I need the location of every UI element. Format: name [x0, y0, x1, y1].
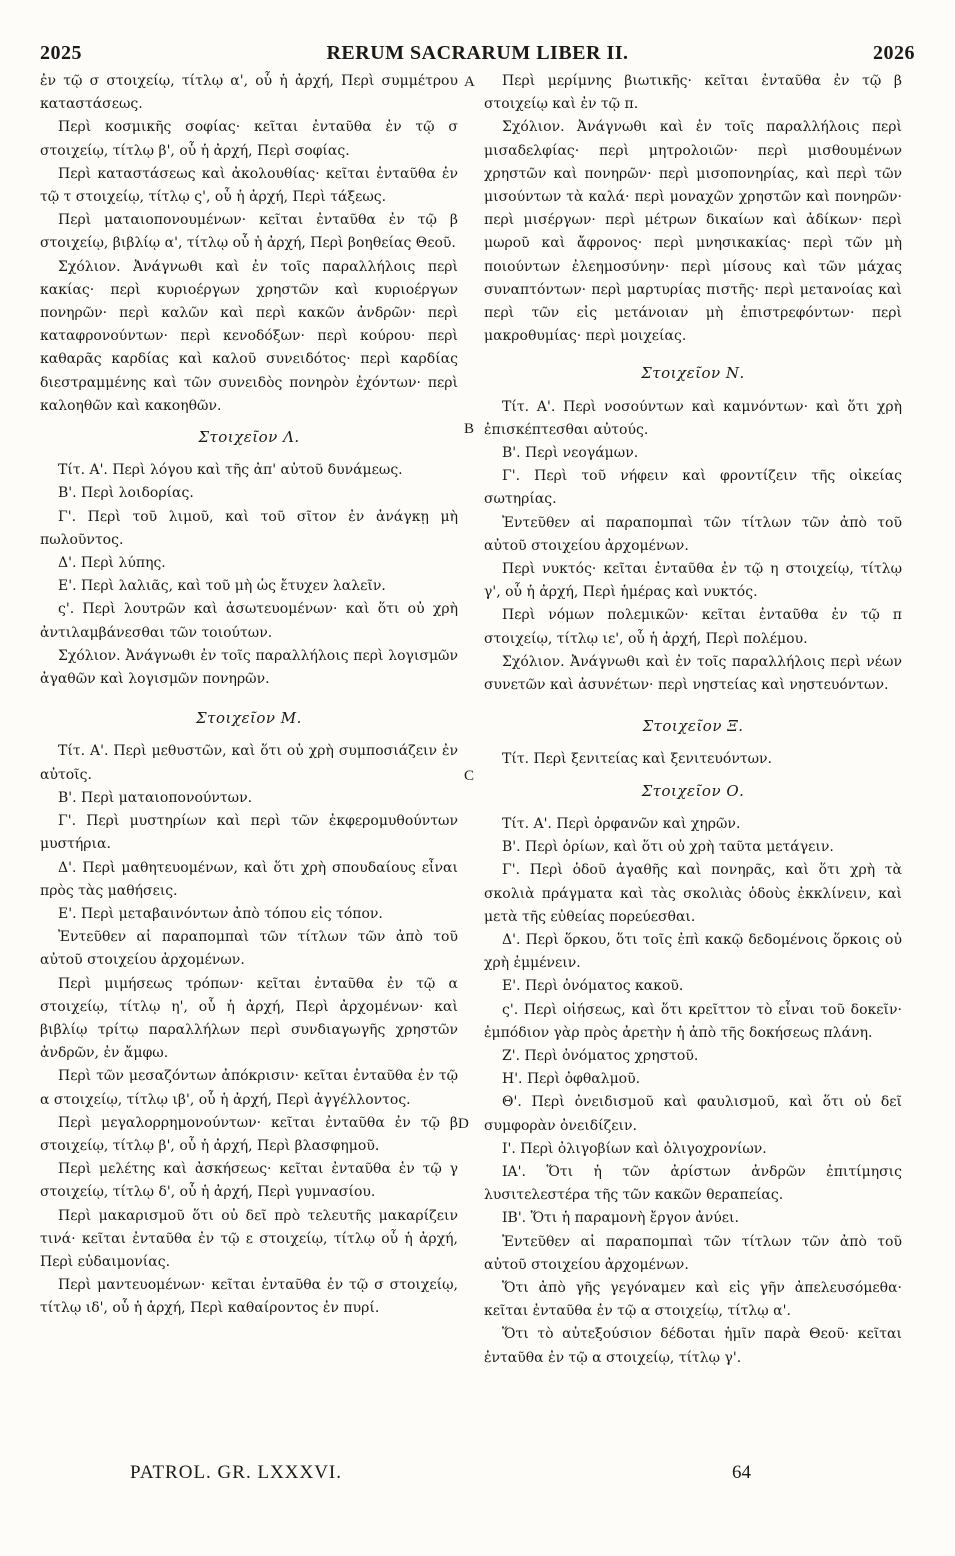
paragraph: Περὶ νυκτός· κεῖται ἐνταῦθα ἐν τῷ η στοιχείῳ, τίτλῳ γ', οὗ ἡ ἀρχή, Περὶ ἡμέρας καὶ νυκτός. — [484, 561, 902, 601]
left-column — [40, 70, 458, 1321]
title-entry: Η'. Περὶ ὀφθαλμοῦ. — [502, 1071, 641, 1088]
page-number-left: 2025 — [40, 42, 82, 64]
paragraph: Περὶ μακαρισμοῦ ὅτι οὐ δεῖ πρὸ τελευτῆς μακαρίζειν τινά· κεῖται ἐνταῦθα ἐν τῷ ε στοιχείῳ, τίτλῳ οὗ ἡ ἀρχή, Περὶ εὐδαιμονίας. — [40, 1207, 458, 1270]
scholion-paragraph: Σχόλιον. Ἀνάγνωθι καὶ ἐν τοῖς παραλλήλοις περὶ νέων συνετῶν καὶ ἀσυνέτων· περὶ νηστείας καὶ νηστευόντων. — [484, 653, 902, 694]
title-entry: Γ'. Περὶ ὁδοῦ ἀγαθῆς καὶ πονηρᾶς, καὶ ὅτι χρὴ τὰ σκολιὰ πράγματα καὶ τὰς σκολιὰς ὁδοὺς ἐκκλίνειν, καὶ μετὰ τῆς εὐθείας πορεύεσθαι. — [484, 862, 902, 925]
title-entry: Γ'. Περὶ τοῦ νήφειν καὶ φροντίζειν τῆς οἰκείας σωτηρίας. — [484, 468, 902, 508]
margin-letter-d: D — [458, 1116, 469, 1132]
page-number-right: 2026 — [873, 42, 915, 64]
title-entry: Δ'. Περὶ ὅρκου, ὅτι τοῖς ἐπὶ κακῷ δεδομένοις ὅρκοις οὐ χρὴ ἐμμένειν. — [484, 931, 902, 972]
section-heading-lambda: Στοιχεῖον Λ. — [198, 428, 300, 447]
title-entry: Τίτ. Α'. Περὶ ὀρφανῶν καὶ χηρῶν. — [502, 815, 741, 832]
paragraph: Περὶ μερίμνης βιωτικῆς· κεῖται ἐνταῦθα ἐν τῷ β στοιχείῳ καὶ ἐν τῷ π. — [484, 73, 902, 113]
title-entry: ς'. Περὶ λουτρῶν καὶ ἀσωτευομένων· καὶ ὅτι οὐ χρὴ ἀντιλαμβάνεσθαι τῶν τοιούτων. — [40, 601, 458, 641]
section-heading-omicron: Στοιχεῖον Ο. — [641, 781, 745, 800]
margin-letter-c: C — [464, 768, 475, 784]
section-heading-mu: Στοιχεῖον Μ. — [196, 709, 302, 728]
title-entry: Τίτ. Α'. Περὶ λόγου καὶ τῆς ἀπ' αὐτοῦ δυνάμεως. — [58, 462, 403, 479]
title-entry: Δ'. Περὶ μαθητευομένων, καὶ ὅτι χρὴ σπουδαίους εἶναι πρὸς τὰς μαθήσεις. — [40, 859, 458, 899]
scholion-paragraph: Σχόλιον. Ἀνάγνωθι ἐν τοῖς παραλλήλοις περὶ λογισμῶν ἀγαθῶν καὶ λογισμῶν πονηρῶν. — [40, 647, 458, 688]
paragraph: Ὅτι τὸ αὐτεξούσιον δέδοται ἡμῖν παρὰ Θεοῦ· κεῖται ἐνταῦθα ἐν τῷ α στοιχείῳ, τίτλῳ γ'. — [484, 1326, 902, 1366]
margin-letter-a: A — [464, 74, 475, 90]
paragraph: Περὶ κοσμικῆς σοφίας· κεῖται ἐνταῦθα ἐν τῷ σ στοιχείῳ, τίτλῳ β', οὗ ἡ ἀρχή, Περὶ σοφίας. — [40, 119, 458, 159]
paragraph: Περὶ ματαιοπονουμένων· κεῖται ἐνταῦθα ἐν τῷ β στοιχείῳ, βιβλίῳ α', τίτλῳ οὗ ἡ ἀρχή, Περὶ βοηθείας Θεοῦ. — [40, 212, 458, 252]
title-entry: Τίτ. Περὶ ξενιτείας καὶ ξενιτευόντων. — [502, 751, 772, 768]
paragraph: Περὶ τῶν μεσαζόντων ἀπόκρισιν· κεῖται ἐνταῦθα ἐν τῷ α στοιχείῳ, τίτλῳ ιβ', οὗ ἡ ἀρχή, Περὶ ἀγγέλλοντος. — [40, 1068, 458, 1108]
title-entry: Ζ'. Περὶ ὀνόματος χρηστοῦ. — [502, 1047, 699, 1064]
footer-series-title: PATROL. GR. LXXXVI. — [130, 1462, 343, 1483]
title-entry: Γ'. Περὶ τοῦ λιμοῦ, καὶ τοῦ σῖτον ἐν ἀνάγκῃ μὴ πωλοῦντος. — [40, 508, 458, 548]
scholion-paragraph: Σχόλιον. Ἀνάγνωθι καὶ ἐν τοῖς παραλλήλοις περὶ κακίας· περὶ κυριοέργων χρηστῶν καὶ κυριοέργων πονηρῶν· περὶ καλῶν καὶ περὶ κακῶν ἀνδρῶν· περὶ καταφρονούντων· περὶ κενοδόξων· περὶ κούρου· περὶ καθαρᾶς καρδίας καὶ καλοῦ συνειδότος· περὶ καρδίας διεστραμμένης καὶ τῶν συνειδὸς πονηρὸν ἐχόντων· περὶ καλοηθῶν καὶ κακοηθῶν. — [40, 258, 458, 414]
title-entry: Β'. Περὶ νεογάμων. — [502, 445, 639, 462]
title-entry: Β'. Περὶ λοιδορίας. — [58, 485, 194, 502]
right-column — [484, 70, 902, 1370]
section-heading-nu: Στοιχεῖον Ν. — [641, 364, 745, 383]
paragraph: Ἐντεῦθεν αἱ παραπομπαὶ τῶν τίτλων τῶν ἀπὸ τοῦ αὐτοῦ στοιχείου ἀρχομένων. — [40, 929, 458, 969]
section-heading-xi: Στοιχεῖον Ξ. — [642, 717, 744, 736]
running-title: RERUM SACRARUM LIBER II. — [326, 42, 629, 64]
title-entry: Γ'. Περὶ μυστηρίων καὶ περὶ τῶν ἐκφερομυθούντων μυστήρια. — [40, 813, 458, 853]
title-entry: Ι'. Περὶ ὀλιγοβίων καὶ ὀλιγοχρονίων. — [502, 1140, 767, 1157]
paragraph: Ὅτι ἀπὸ γῆς γεγόναμεν καὶ εἰς γῆν ἀπελευσόμεθα· κεῖται ἐνταῦθα ἐν τῷ α στοιχείῳ, τίτλῳ α'. — [484, 1279, 902, 1320]
scholion-paragraph: Σχόλιον. Ἀνάγνωθι καὶ ἐν τοῖς παραλλήλοις περὶ μισαδελφίας· περὶ μητρολοιῶν· περὶ μισθουμένων χρηστῶν καὶ πονηρῶν· περὶ μισοπονηρίας, καὶ περὶ τῶν μισούντων τὰ καλά· περὶ μοναχῶν χρηστῶν καὶ πονηρῶν· περὶ μισέργων· περὶ μέτρων δικαίων καὶ ἀδίκων· περὶ μωροῦ καὶ ἄφρονος· περὶ μνησικακίας· περὶ τῶν μὴ ποιούντων ἐλεημοσύνην· περὶ μίσους καὶ τῶν μάχας συναπτόντων· περὶ μαρτυρίας πιστῆς· περὶ μετανοίας καὶ περὶ τῶν εἰς μετάνοιαν μὴ ἐπιστρεφόντων· περὶ μακροθυμίας· περὶ μοιχείας. — [484, 119, 902, 345]
title-entry: Τίτ. Α'. Περὶ νοσούντων καὶ καμνόντων· καὶ ὅτι χρὴ ἐπισκέπτεσθαι αὐτούς. — [484, 398, 902, 438]
title-entry: Ε'. Περὶ λαλιᾶς, καὶ τοῦ μὴ ὡς ἔτυχεν λαλεῖν. — [58, 578, 386, 595]
title-entry: ΙΒ'. Ὅτι ἡ παραμονὴ ἔργον ἀνύει. — [502, 1210, 739, 1227]
title-entry: Β'. Περὶ ὁρίων, καὶ ὅτι οὐ χρὴ ταῦτα μετάγειν. — [502, 839, 834, 856]
title-entry: ΙΑ'. Ὅτι ἡ τῶν ἀρίστων ἀνδρῶν ἐπιτίμησις λυσιτελεστέρα τῆς τῶν κακῶν θεραπείας. — [484, 1163, 902, 1204]
title-entry: Θ'. Περὶ ὀνειδισμοῦ καὶ φαυλισμοῦ, καὶ ὅτι οὐ δεῖ συμφορὰν ὀνειδίζειν. — [484, 1094, 902, 1134]
paragraph: Ἐντεῦθεν αἱ παραπομπαὶ τῶν τίτλων τῶν ἀπὸ τοῦ αὐτοῦ στοιχείου ἀρχομένων. — [484, 514, 902, 554]
paragraph: Περὶ μεγαλορρημονούντων· κεῖται ἐνταῦθα ἐν τῷ β στοιχείῳ, τίτλῳ β', οὗ ἡ ἀρχή, Περὶ βλασφημοῦ. — [40, 1114, 458, 1154]
paragraph: Περὶ νόμων πολεμικῶν· κεῖται ἐνταῦθα ἐν τῷ π στοιχείῳ, τίτλῳ ιε', οὗ ἡ ἀρχή, Περὶ πολέμου. — [484, 607, 902, 647]
title-entry: Δ'. Περὶ λύπης. — [58, 555, 166, 572]
title-entry: Τίτ. Α'. Περὶ μεθυστῶν, καὶ ὅτι οὐ χρὴ συμποσιάζειν ἐν αὐτοῖς. — [40, 743, 458, 783]
title-entry: ς'. Περὶ οἰήσεως, καὶ ὅτι κρεῖττον τὸ εἶναι τοῦ δοκεῖν· ἐμπόδιον γὰρ πρὸς ἀρετὴν ἡ ἀπὸ τῆς δοκήσεως πλάνη. — [484, 1001, 902, 1041]
margin-letter-b: B — [464, 421, 475, 437]
paragraph: Περὶ μαντευομένων· κεῖται ἐνταῦθα ἐν τῷ σ στοιχείῳ, τίτλῳ ιδ', οὗ ἡ ἀρχή, Περὶ καθαίροντος ἐν πυρί. — [40, 1277, 458, 1317]
paragraph: Ἐντεῦθεν αἱ παραπομπαὶ τῶν τίτλων τῶν ἀπὸ τοῦ αὐτοῦ στοιχείου ἀρχομένων. — [484, 1233, 902, 1273]
footer-signature-mark: 64 — [732, 1462, 751, 1483]
title-entry: Ε'. Περὶ ὀνόματος κακοῦ. — [502, 978, 684, 995]
title-entry: Β'. Περὶ ματαιοπονούντων. — [58, 789, 253, 806]
paragraph: Περὶ μιμήσεως τρόπων· κεῖται ἐνταῦθα ἐν τῷ α στοιχείῳ, τίτλῳ η', οὗ ἡ ἀρχή, Περὶ ἀρχομένων· καὶ βιβλίῳ τρίτῳ παραλλήλων περὶ συνδιαγωγῆς χρηστῶν ἀνδρῶν, ἐν ἄμφω. — [40, 975, 458, 1062]
paragraph: ἐν τῷ σ στοιχείῳ, τίτλῳ α', οὗ ἡ ἀρχή, Περὶ συμμέτρου καταστάσεως. — [40, 73, 458, 113]
paragraph: Περὶ μελέτης καὶ ἀσκήσεως· κεῖται ἐνταῦθα ἐν τῷ γ στοιχείῳ, τίτλῳ δ', οὗ ἡ ἀρχή, Περὶ γυμνασίου. — [40, 1161, 458, 1201]
paragraph: Περὶ καταστάσεως καὶ ἀκολουθίας· κεῖται ἐνταῦθα ἐν τῷ τ στοιχείῳ, τίτλῳ ς', οὗ ἡ ἀρχή, Περὶ τάξεως. — [40, 165, 458, 206]
title-entry: Ε'. Περὶ μεταβαινόντων ἀπὸ τόπου εἰς τόπον. — [58, 905, 383, 922]
page-header — [40, 42, 915, 68]
